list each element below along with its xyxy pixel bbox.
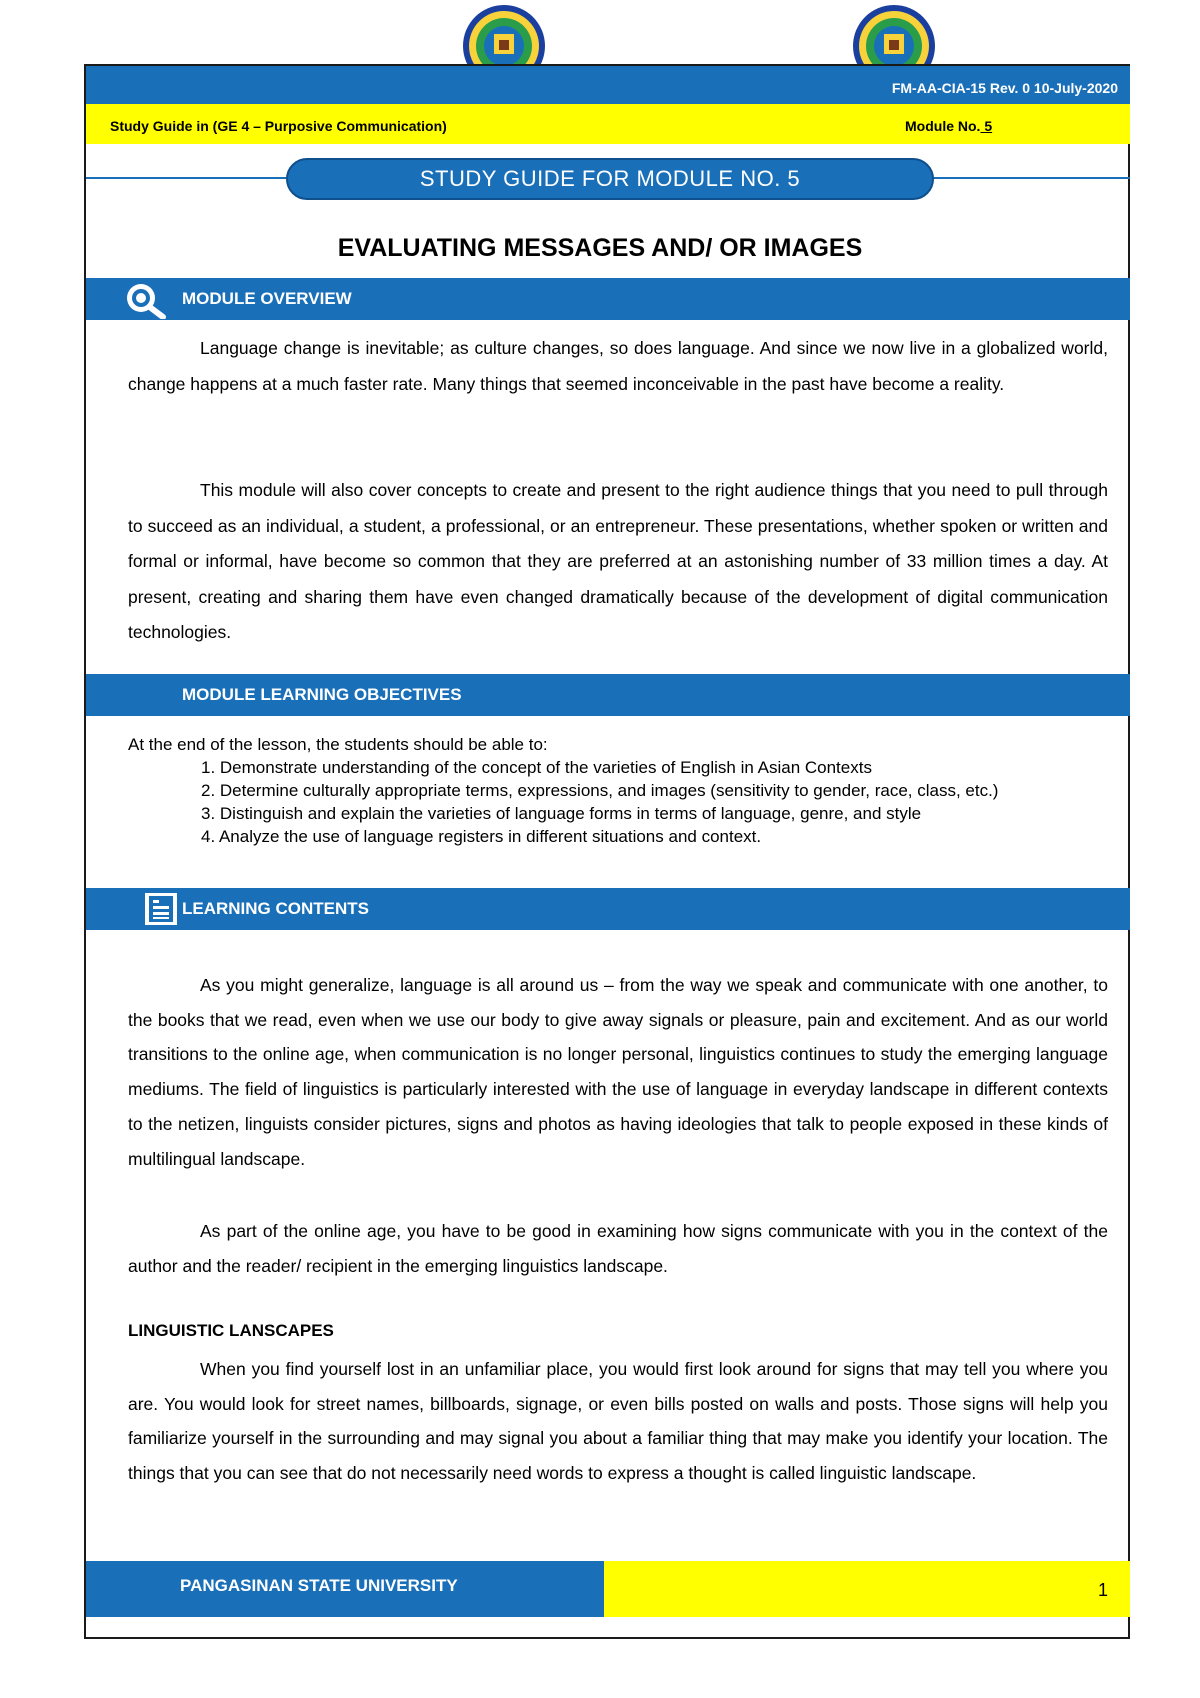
page-title: EVALUATING MESSAGES AND/ OR IMAGES: [337, 234, 863, 262]
overview-paragraph-2: This module will also cover concepts to create and present to the right audience things that you need to pull through to succeed as an individual, a student, a professional, or an entrepreneur. These presentations, whether spoken or written and formal or informal, have become so common that they are preferred at an astonishing number of 33 million times a day. At present, creating and sharing them have even changed dramatically because of the development of digital communication technologies.: [128, 480, 1108, 642]
objectives-intro: At the end of the lesson, the students should be able to:: [128, 735, 548, 754]
objective-item-4: 4. Analyze the use of language registers in different situations and context.: [201, 827, 762, 846]
document-icon: [144, 892, 178, 931]
form-code: FM-AA-CIA-15 Rev. 0 10-July-2020: [891, 80, 1118, 96]
page-number: 1: [1097, 1580, 1108, 1600]
module-number: [905, 118, 992, 134]
contents-heading: LEARNING CONTENTS: [182, 899, 369, 918]
contents-section-bar: [86, 888, 1130, 930]
contents-paragraph-2: As part of the online age, you have to be good in examining how signs communicate with you in the context of the author and the reader/ recipient in the emerging linguistics landscape.: [128, 1221, 1108, 1276]
study-guide-line: Study Guide in (GE 4 – Purposive Communication): [110, 118, 447, 134]
objective-item-1: 1. Demonstrate understanding of the concept of the varieties of English in Asian Contexts: [201, 758, 872, 777]
linguistic-landscapes-heading: LINGUISTIC LANSCAPES: [128, 1321, 334, 1340]
overview-paragraph-1: Language change is inevitable; as culture changes, so does language. And since we now live in a globalized world, change happens at a much faster rate. Many things that seemed inconceivable in the past have become a reality.: [128, 338, 1108, 394]
objectives-heading: MODULE LEARNING OBJECTIVES: [182, 685, 462, 704]
module-banner: STUDY GUIDE FOR MODULE NO. 5: [286, 158, 934, 200]
footer-yellow-block: [604, 1561, 1130, 1617]
overview-section-bar: [86, 278, 1130, 320]
objective-item-2: 2. Determine culturally appropriate terms, expressions, and images (sensitivity to gender, race, class, etc.): [201, 781, 999, 800]
magnifier-icon: [124, 281, 168, 324]
university-name: PANGASINAN STATE UNIVERSITY: [180, 1576, 458, 1595]
overview-heading: MODULE OVERVIEW: [182, 289, 352, 308]
banner-rule-left: [86, 177, 288, 179]
objectives-list: [128, 733, 1108, 848]
objective-item-3: 3. Distinguish and explain the varieties of language forms in terms of language, genre, and style: [201, 804, 922, 823]
module-number-label: Module No.: [905, 118, 981, 134]
banner-rule-right: [932, 177, 1130, 179]
university-seal-right: [852, 4, 936, 70]
linguistic-landscapes-paragraph: When you find yourself lost in an unfamiliar place, you would first look around for signs that may tell you where you are. You would look for street names, billboards, signage, or even bills posted on walls and posts. Those signs will help you familiarize yourself in the surrounding and may signal you about a familiar thing that may make you identify your location. The things that you can see that do not necessarily need words to express a thought is called linguistic landscape.: [128, 1359, 1108, 1484]
university-seal-left: [462, 4, 546, 70]
objectives-section-bar: [86, 674, 1130, 716]
contents-paragraph-1: As you might generalize, language is all around us – from the way we speak and communicate with one another, to the books that we read, even when we use our body to give away signals or pleasure, pain and excitement. And as our world transitions to the online age, when communication is no longer personal, linguistics continues to study the emerging language mediums. The field of linguistics is particularly interested with the use of language in everyday landscape in different contexts to the netizen, linguists consider pictures, signs and photos as having ideologies that talk to people exposed in these kinds of multilingual landscape.: [128, 975, 1108, 1169]
module-number-value: 5: [980, 118, 993, 134]
